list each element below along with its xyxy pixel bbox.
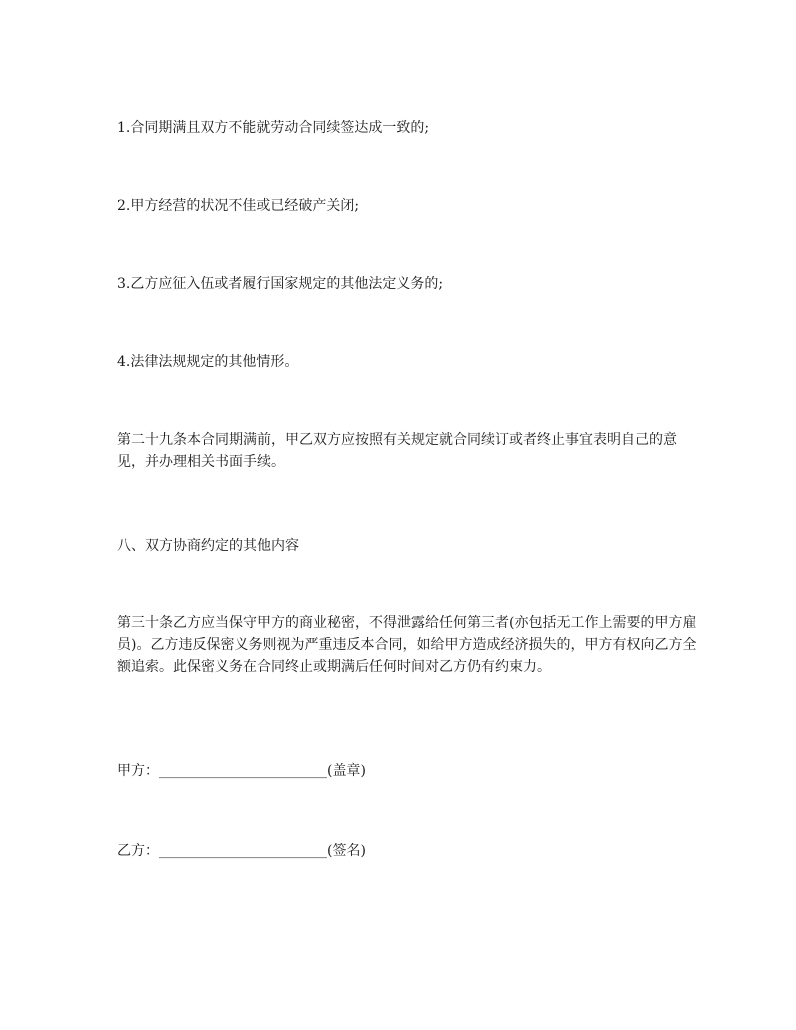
clause-item-3: 3.乙方应征入伍或者履行国家规定的其他法定义务的;	[117, 276, 444, 292]
article-29: 第二十九条本合同期满前，甲乙双方应按照有关规定就合同续订或者终止事宜表明自己的意见，并办理相关书面手续。	[117, 432, 677, 470]
section-8-heading: 八、双方协商约定的其他内容	[117, 538, 299, 554]
article-30: 第三十条乙方应当保守甲方的商业秘密，不得泄露给任何第三者(亦包括无工作上需要的甲方雇员)。乙方违反保密义务则视为严重违反本合同，如给甲方造成经济损失的，甲方有权向乙方全额追索。此保密义务在合同终止或期满后任何时间对乙方仍有约束力。	[117, 615, 697, 675]
party-a-signature-line: 甲方：________________________(盖章)	[117, 763, 366, 779]
clause-item-2: 2.甲方经营的状况不佳或已经破产关闭;	[117, 198, 360, 214]
clause-item-1: 1.合同期满且双方不能就劳动合同续签达成一致的;	[117, 120, 430, 136]
party-b-signature-line: 乙方：________________________(签名)	[117, 843, 366, 859]
clause-item-4: 4.法律法规规定的其他情形。	[117, 354, 299, 370]
